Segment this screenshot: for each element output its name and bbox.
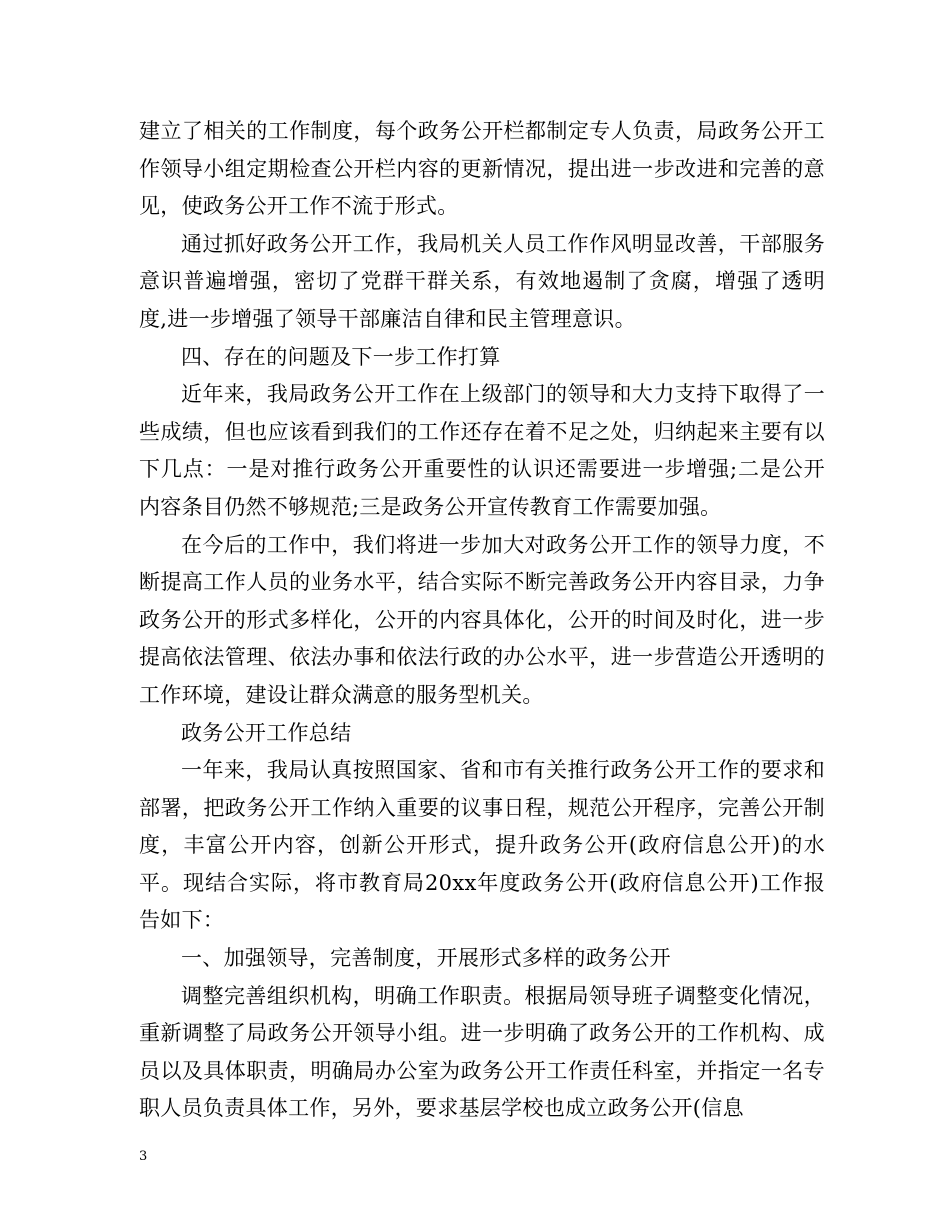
paragraph-2: 通过抓好政务公开工作，我局机关人员工作作风明显改善，干部服务意识普遍增强，密切了党群干群关系，有效地遏制了贪腐，增强了透明度,进一步增强了领导干部廉洁自律和民主管理意识。 <box>139 231 825 331</box>
paragraph-6: 调整完善组织机构，明确工作职责。根据局领导班子调整变化情况，重新调整了局政务公开领导小组。进一步明确了政务公开的工作机构、成员以及具体职责，明确局办公室为政务公开工作责任科室，并指定一名专职人员负责具体工作，另外，要求基层学校也成立政务公开(信息 <box>139 983 825 1121</box>
paragraph-1: 建立了相关的工作制度，每个政务公开栏都制定专人负责，局政务公开工作领导小组定期检查公开栏内容的更新情况，提出进一步改进和完善的意见，使政务公开工作不流于形式。 <box>139 119 825 219</box>
paragraph-3: 近年来，我局政务公开工作在上级部门的领导和大力支持下取得了一些成绩，但也应该看到我们的工作还存在着不足之处，归纳起来主要有以下几点：一是对推行政务公开重要性的认识还需要进一步增强;二是公开内容条目仍然不够规范;三是政务公开宣传教育工作需要加强。 <box>139 382 825 519</box>
section-heading-4: 四、存在的问题及下一步工作打算 <box>181 344 501 369</box>
document-body <box>139 113 825 1128</box>
page-number: 3 <box>139 1149 148 1164</box>
section-heading-1: 一、加强领导，完善制度，开展形式多样的政务公开 <box>181 946 671 971</box>
document-subtitle: 政务公开工作总结 <box>181 720 352 745</box>
paragraph-4: 在今后的工作中，我们将进一步加大对政务公开工作的领导力度，不断提高工作人员的业务水平，结合实际不断完善政务公开内容目录，力争政务公开的形式多样化，公开的内容具体化，公开的时间及时化，进一步提高依法管理、依法办事和依法行政的办公水平，进一步营造公开透明的工作环境，建设让群众满意的服务型机关。 <box>139 532 825 707</box>
paragraph-5: 一年来，我局认真按照国家、省和市有关推行政务公开工作的要求和部署，把政务公开工作纳入重要的议事日程，规范公开程序，完善公开制度，丰富公开内容，创新公开形式，提升政务公开(政府信息公开)的水平。现结合实际，将市教育局20xx年度政务公开(政府信息公开)工作报告如下： <box>139 758 825 933</box>
